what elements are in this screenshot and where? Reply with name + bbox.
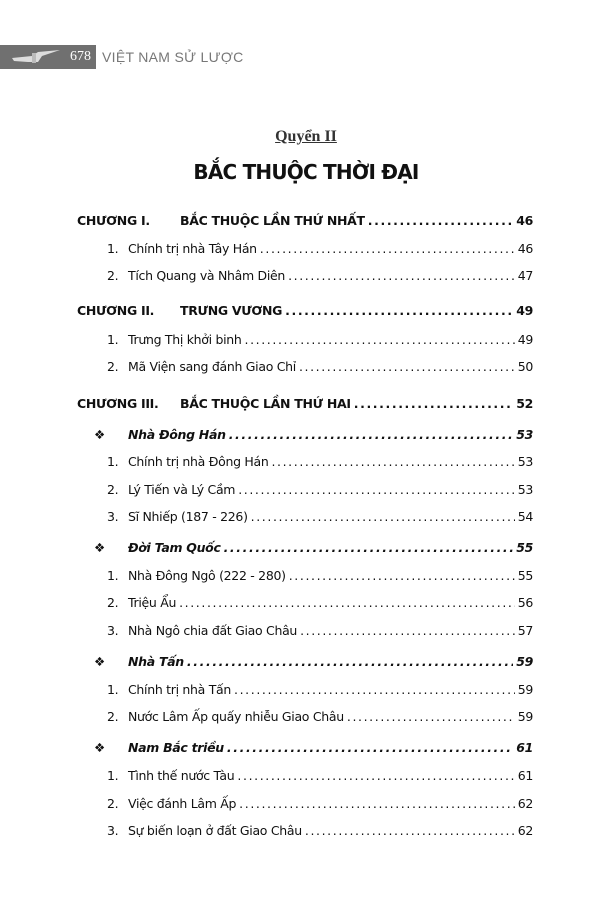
dot-leader	[234, 682, 515, 697]
dot-leader	[285, 303, 513, 318]
volume-text: Quyển II	[275, 128, 337, 145]
toc-entry-item	[77, 768, 533, 788]
item-number: 2.	[107, 796, 119, 811]
toc-entry-section	[77, 427, 533, 447]
item-number: 2.	[107, 595, 119, 610]
entry-title: Tích Quang và Nhâm Diên	[128, 268, 286, 283]
entry-page: 47	[517, 268, 533, 283]
entry-page: 46	[516, 213, 533, 228]
item-number: 3.	[107, 623, 119, 638]
item-number: 3.	[107, 509, 119, 524]
running-header-title: VIỆT NAM SỬ LƯỢC	[102, 49, 244, 65]
item-number: 1.	[107, 568, 119, 583]
dot-leader	[229, 427, 514, 442]
entry-title: TRƯNG VƯƠNG	[180, 303, 283, 318]
page-title: BẮC THUỘC THỜI ĐẠI	[193, 160, 419, 184]
toc-entry-item	[77, 241, 533, 261]
entry-page: 56	[517, 595, 533, 610]
entry-page: 59	[516, 654, 533, 669]
toc-entry-chapter	[77, 396, 533, 416]
entry-title: Tình thế nước Tàu	[128, 768, 235, 783]
dot-leader	[224, 540, 514, 555]
entry-page: 53	[517, 454, 533, 469]
entry-page: 49	[517, 332, 533, 347]
entry-page: 62	[517, 796, 533, 811]
toc-entry-item	[77, 509, 533, 529]
dot-leader	[347, 709, 515, 724]
entry-title: Nhà Tấn	[128, 654, 184, 669]
entry-title: Chính trị nhà Đông Hán	[128, 454, 269, 469]
dot-leader	[237, 768, 514, 783]
entry-title: Nhà Đông Ngô (222 - 280)	[128, 568, 286, 583]
volume-label	[0, 128, 612, 146]
item-number: 3.	[107, 823, 119, 838]
toc-entry-section	[77, 740, 533, 760]
item-number: 1.	[107, 454, 119, 469]
entry-page: 49	[516, 303, 533, 318]
entry-page: 59	[517, 709, 533, 724]
entry-title: Việc đánh Lâm Ấp	[128, 796, 237, 811]
toc-entry-chapter	[77, 213, 533, 233]
entry-title: Nhà Ngô chia đất Giao Châu	[128, 623, 298, 638]
entry-title: Nam Bắc triều	[128, 740, 224, 755]
dot-leader	[289, 568, 515, 583]
entry-page: 53	[516, 427, 533, 442]
entry-title: BẮC THUỘC LẦN THỨ NHẤT	[180, 213, 365, 228]
toc-entry-item	[77, 454, 533, 474]
toc-entry-item	[77, 595, 533, 615]
entry-title: Lý Tiến và Lý Cầm	[128, 482, 236, 497]
entry-page: 53	[517, 482, 533, 497]
toc-entry-item	[77, 332, 533, 352]
entry-page: 61	[517, 768, 533, 783]
entry-page: 59	[517, 682, 533, 697]
entry-title: Đời Tam Quốc	[128, 540, 221, 555]
dot-leader	[238, 482, 515, 497]
entry-page: 62	[517, 823, 533, 838]
entry-page: 55	[517, 568, 533, 583]
entry-page: 50	[517, 359, 533, 374]
item-number: 1.	[107, 241, 119, 256]
entry-title: Sĩ Nhiếp (187 - 226)	[128, 509, 248, 524]
entry-title: Trưng Thị khởi binh	[128, 332, 242, 347]
dot-leader	[227, 740, 513, 755]
entry-title: Nước Lâm Ấp quấy nhiễu Giao Châu	[128, 709, 344, 724]
entry-title: Triệu Ẩu	[128, 595, 177, 610]
entry-title: Chính trị nhà Tấn	[128, 682, 232, 697]
toc-entry-section	[77, 654, 533, 674]
diamond-bullet-icon: ❖	[94, 740, 105, 755]
entry-page: 61	[516, 740, 533, 755]
entry-page: 46	[517, 241, 533, 256]
page-number: 678	[70, 49, 91, 64]
entry-title: Sự biến loạn ở đất Giao Châu	[128, 823, 302, 838]
toc-entry-item	[77, 823, 533, 843]
dot-leader	[179, 595, 515, 610]
toc-entry-item	[77, 482, 533, 502]
dot-leader	[239, 796, 515, 811]
entry-title: BẮC THUỘC LẦN THỨ HAI	[180, 396, 351, 411]
diamond-bullet-icon: ❖	[94, 540, 105, 555]
toc-entry-item	[77, 796, 533, 816]
dot-leader	[288, 268, 515, 283]
toc-entry-item	[77, 568, 533, 588]
entry-page: 52	[516, 396, 533, 411]
entry-title: Chính trị nhà Tây Hán	[128, 241, 257, 256]
chapter-label: CHƯƠNG II.	[77, 303, 155, 318]
chapter-label: CHƯƠNG III.	[77, 396, 159, 411]
dot-leader	[251, 509, 515, 524]
item-number: 2.	[107, 268, 119, 283]
chapter-label: CHƯƠNG I.	[77, 213, 150, 228]
dot-leader	[368, 213, 513, 228]
toc-entry-item	[77, 682, 533, 702]
item-number: 1.	[107, 332, 119, 347]
dot-leader	[245, 332, 515, 347]
entry-page: 57	[517, 623, 533, 638]
dot-leader	[300, 623, 515, 638]
entry-page: 55	[516, 540, 533, 555]
item-number: 1.	[107, 682, 119, 697]
item-number: 2.	[107, 482, 119, 497]
emblem-icon	[8, 48, 62, 66]
dot-leader	[271, 454, 514, 469]
dot-leader	[260, 241, 515, 256]
toc-entry-item	[77, 268, 533, 288]
entry-page: 54	[517, 509, 533, 524]
dot-leader	[187, 654, 513, 669]
entry-title: Nhà Đông Hán	[128, 427, 226, 442]
dot-leader	[354, 396, 513, 411]
dot-leader	[299, 359, 515, 374]
diamond-bullet-icon: ❖	[94, 654, 105, 669]
diamond-bullet-icon: ❖	[94, 427, 105, 442]
toc-entry-section	[77, 540, 533, 560]
toc-entry-item	[77, 359, 533, 379]
toc-entry-item	[77, 623, 533, 643]
toc-entry-item	[77, 709, 533, 729]
entry-title: Mã Viện sang đánh Giao Chỉ	[128, 359, 296, 374]
item-number: 2.	[107, 709, 119, 724]
toc-entry-chapter	[77, 303, 533, 323]
item-number: 2.	[107, 359, 119, 374]
item-number: 1.	[107, 768, 119, 783]
dot-leader	[305, 823, 515, 838]
